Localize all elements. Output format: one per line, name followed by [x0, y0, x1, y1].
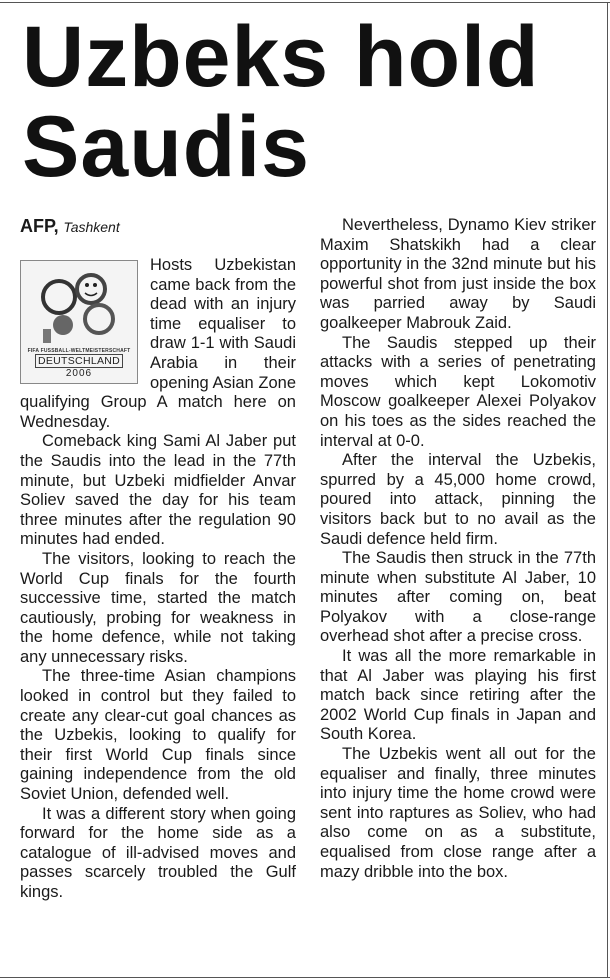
paragraph: It was a different story when going forward for the home side as a catalogue of ill-advised moves and passes scarcely troubled the Gulf kings. — [20, 804, 296, 901]
world-cup-emblem-icon — [29, 267, 129, 345]
paragraph: Hosts Uzbekistan came back from the dead with an injury time equaliser to draw 1-1 with Saudi Arabia in their opening Asian Zone qualifying Group A match here on Wednesday. — [20, 256, 296, 431]
paragraph: The visitors, looking to reach the World Cup finals for the fourth successive time, started the match cautiously, probing for weakness in the home defence, while not taking any unnecessary risks. — [20, 549, 296, 666]
article-column-1 — [20, 256, 296, 903]
headline-line-2: Saudis — [22, 99, 310, 195]
headline — [22, 9, 540, 195]
paragraph: It was all the more remarkable in that Al Jaber was playing his first match back since retiring after the 2002 World Cup finals in Japan and South Korea. — [320, 647, 596, 744]
logo-year: 2006 — [65, 368, 93, 379]
byline-agency: AFP, — [20, 216, 59, 236]
headline-line-1: Uzbeks hold — [22, 9, 540, 105]
byline-place: Tashkent — [63, 219, 120, 235]
byline — [20, 216, 120, 237]
paragraph: The three-time Asian champions looked in control but they failed to create any clear-cut goal chances as the Uzbekis, looking to qualify for their first World Cup finals since gaining independence from the old Soviet Union, defended well. — [20, 667, 296, 804]
paragraph: The Saudis stepped up their attacks with a series of penetrating moves which kept Lokomotiv Moscow goalkeeper Alexei Polyakov on his toes as the sides reached the interval at 0-0. — [320, 333, 596, 450]
paragraph: Nevertheless, Dynamo Kiev striker Maxim Shatskikh had a clear opportunity in the 32nd minute but his powerful shot from just inside the box was parried away by Saudi goalkeeper Mabrouk Zaid. — [320, 216, 596, 332]
logo-country: DEUTSCHLAND — [35, 354, 123, 368]
top-rule — [0, 2, 610, 3]
paragraph: The Uzbekis went all out for the equaliser and finally, three minutes into injury time the home crowd were sent into raptures as Soliev, who had also come on as a substitute, equalised from close range after a mazy dribble into the box. — [320, 745, 596, 881]
right-rule — [607, 2, 608, 977]
article-column-2 — [320, 216, 596, 882]
paragraph: Comeback king Sami Al Jaber put the Saudis into the lead in the 77th minute, but Uzbeki midfielder Anvar Soliev saved the day for his team three minutes after the regulation 90 minutes had ended. — [20, 432, 296, 549]
bottom-rule — [0, 977, 610, 978]
logo-fifa-text: FIFA FUSSBALL-WELTMEISTERSCHAFT — [27, 348, 131, 354]
paragraph: After the interval the Uzbekis, spurred by a 45,000 home crowd, poured into attack, pinning the visitors back but to no avail as the Saudi defence held firm. — [320, 451, 596, 548]
world-cup-logo — [20, 260, 138, 384]
paragraph: The Saudis then struck in the 77th minute when substitute Al Jaber, 10 minutes after coming on, beat Polyakov with a close-range overhead shot after a precise cross. — [320, 549, 596, 646]
